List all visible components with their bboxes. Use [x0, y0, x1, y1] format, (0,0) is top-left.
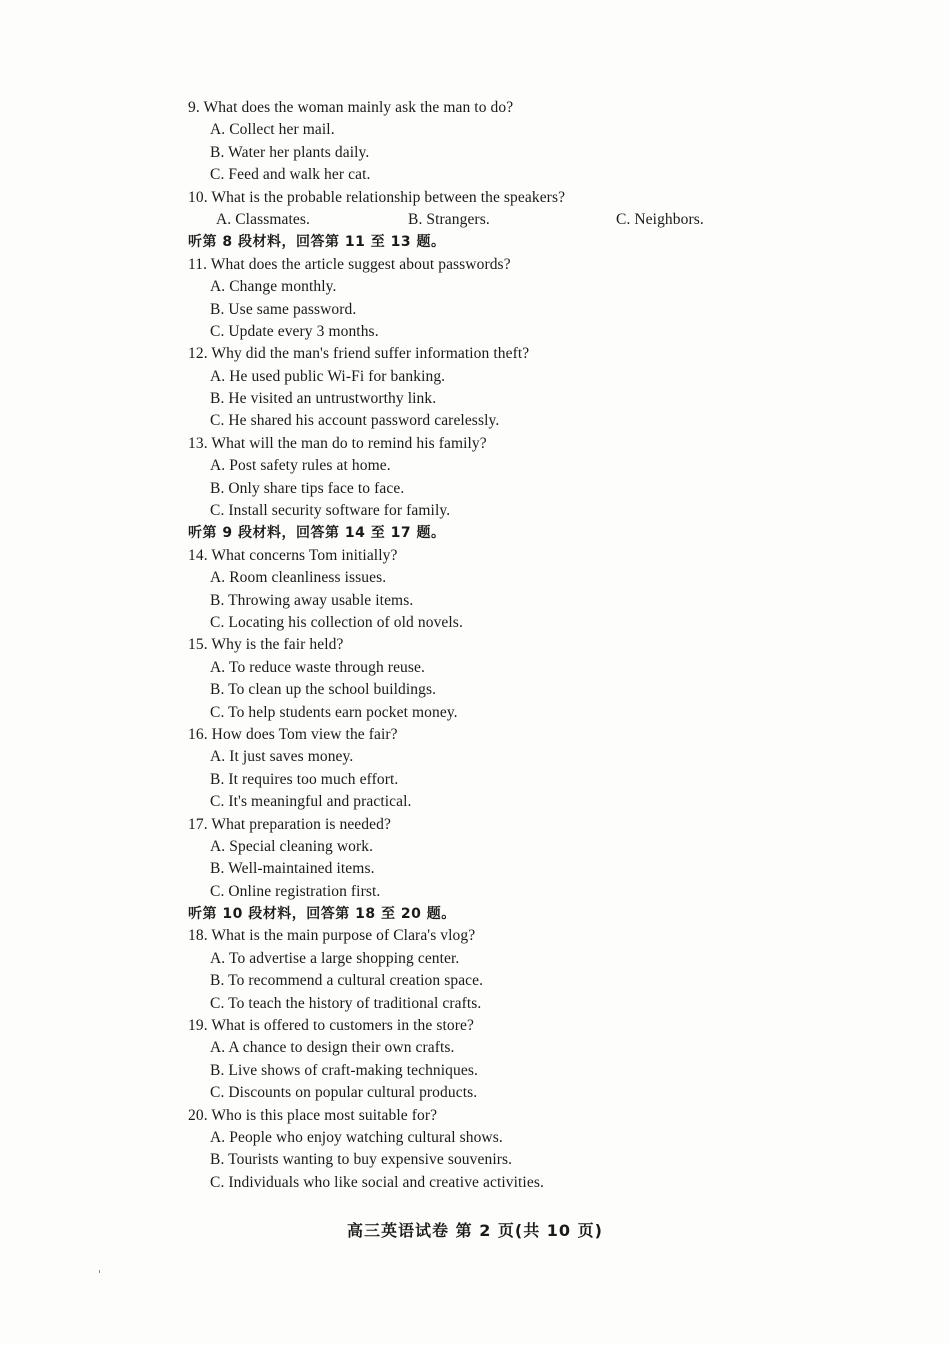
question-12-option-a: A. He used public Wi-Fi for banking.: [210, 367, 446, 385]
question-16-option-c: C. It's meaningful and practical.: [210, 793, 412, 811]
question-17-option-b: B. Well-maintained items.: [210, 860, 375, 878]
question-15-option-c: C. To help students earn pocket money.: [210, 703, 458, 721]
question-9-option-b: B. Water her plants daily.: [210, 143, 370, 161]
question-16-stem: 16. How does Tom view the fair?: [188, 725, 398, 743]
question-18-option-a: A. To advertise a large shopping center.: [210, 949, 460, 967]
question-13-option-a: A. Post safety rules at home.: [210, 457, 391, 475]
question-20-stem: 20. Who is this place most suitable for?: [188, 1106, 438, 1124]
question-20-option-b: B. Tourists wanting to buy expensive souvenirs.: [210, 1151, 513, 1169]
question-18-option-b: B. To recommend a cultural creation space.: [210, 972, 484, 990]
question-17-stem: 17. What preparation is needed?: [188, 815, 391, 833]
question-11-option-c: C. Update every 3 months.: [210, 322, 379, 340]
section-9-heading: 听第 9 段材料，回答第 14 至 17 题。: [188, 525, 446, 542]
question-14-stem: 14. What concerns Tom initially?: [188, 546, 398, 564]
question-15-option-b: B. To clean up the school buildings.: [210, 681, 437, 699]
question-14-option-a: A. Room cleanliness issues.: [210, 569, 387, 587]
question-14-option-c: C. Locating his collection of old novels.: [210, 613, 463, 631]
section-10-heading: 听第 10 段材料，回答第 18 至 20 题。: [188, 906, 456, 923]
question-10-option-a: A. Classmates.: [216, 210, 310, 228]
question-18-stem: 18. What is the main purpose of Clara's vlog?: [188, 927, 476, 945]
question-list: [188, 97, 788, 1194]
question-10-stem: 10. What is the probable relationship between the speakers?: [188, 188, 566, 206]
question-20-option-c: C. Individuals who like social and creative activities.: [210, 1173, 544, 1191]
question-15-stem: 15. Why is the fair held?: [188, 636, 344, 654]
question-13-option-c: C. Install security software for family.: [210, 502, 451, 520]
question-10-options: [188, 209, 788, 231]
question-19-option-b: B. Live shows of craft-making techniques.: [210, 1061, 478, 1079]
question-16-option-b: B. It requires too much effort.: [210, 770, 399, 788]
question-19-option-a: A. A chance to design their own crafts.: [210, 1039, 455, 1057]
question-18-option-c: C. To teach the history of traditional crafts.: [210, 994, 482, 1012]
question-12-stem: 12. Why did the man's friend suffer information theft?: [188, 345, 530, 363]
question-11-option-b: B. Use same password.: [210, 300, 357, 318]
question-14-option-b: B. Throwing away usable items.: [210, 591, 414, 609]
question-11-option-a: A. Change monthly.: [210, 278, 337, 296]
question-10-option-b: B. Strangers.: [408, 210, 490, 228]
question-17-option-c: C. Online registration first.: [210, 882, 381, 900]
question-13-option-b: B. Only share tips face to face.: [210, 479, 405, 497]
question-10-option-c: C. Neighbors.: [616, 210, 704, 228]
question-12-option-c: C. He shared his account password carelessly.: [210, 412, 500, 430]
question-11-stem: 11. What does the article suggest about passwords?: [188, 255, 511, 273]
question-13-stem: 13. What will the man do to remind his family?: [188, 434, 487, 452]
question-17-option-a: A. Special cleaning work.: [210, 837, 374, 855]
scan-speck: [99, 1270, 100, 1273]
section-8-heading: 听第 8 段材料，回答第 11 至 13 题。: [188, 234, 446, 251]
question-12-option-b: B. He visited an untrustworthy link.: [210, 390, 437, 408]
question-15-option-a: A. To reduce waste through reuse.: [210, 658, 425, 676]
question-20-option-a: A. People who enjoy watching cultural shows.: [210, 1128, 503, 1146]
question-9-stem: 9. What does the woman mainly ask the man to do?: [188, 99, 514, 116]
page-footer: 高三英语试卷 第 2 页(共 10 页): [347, 1221, 603, 1240]
question-9-option-c: C. Feed and walk her cat.: [210, 166, 371, 184]
question-16-option-a: A. It just saves money.: [210, 748, 354, 766]
question-19-stem: 19. What is offered to customers in the store?: [188, 1017, 474, 1035]
question-9-option-a: A. Collect her mail.: [210, 121, 335, 139]
question-19-option-c: C. Discounts on popular cultural products.: [210, 1084, 478, 1102]
